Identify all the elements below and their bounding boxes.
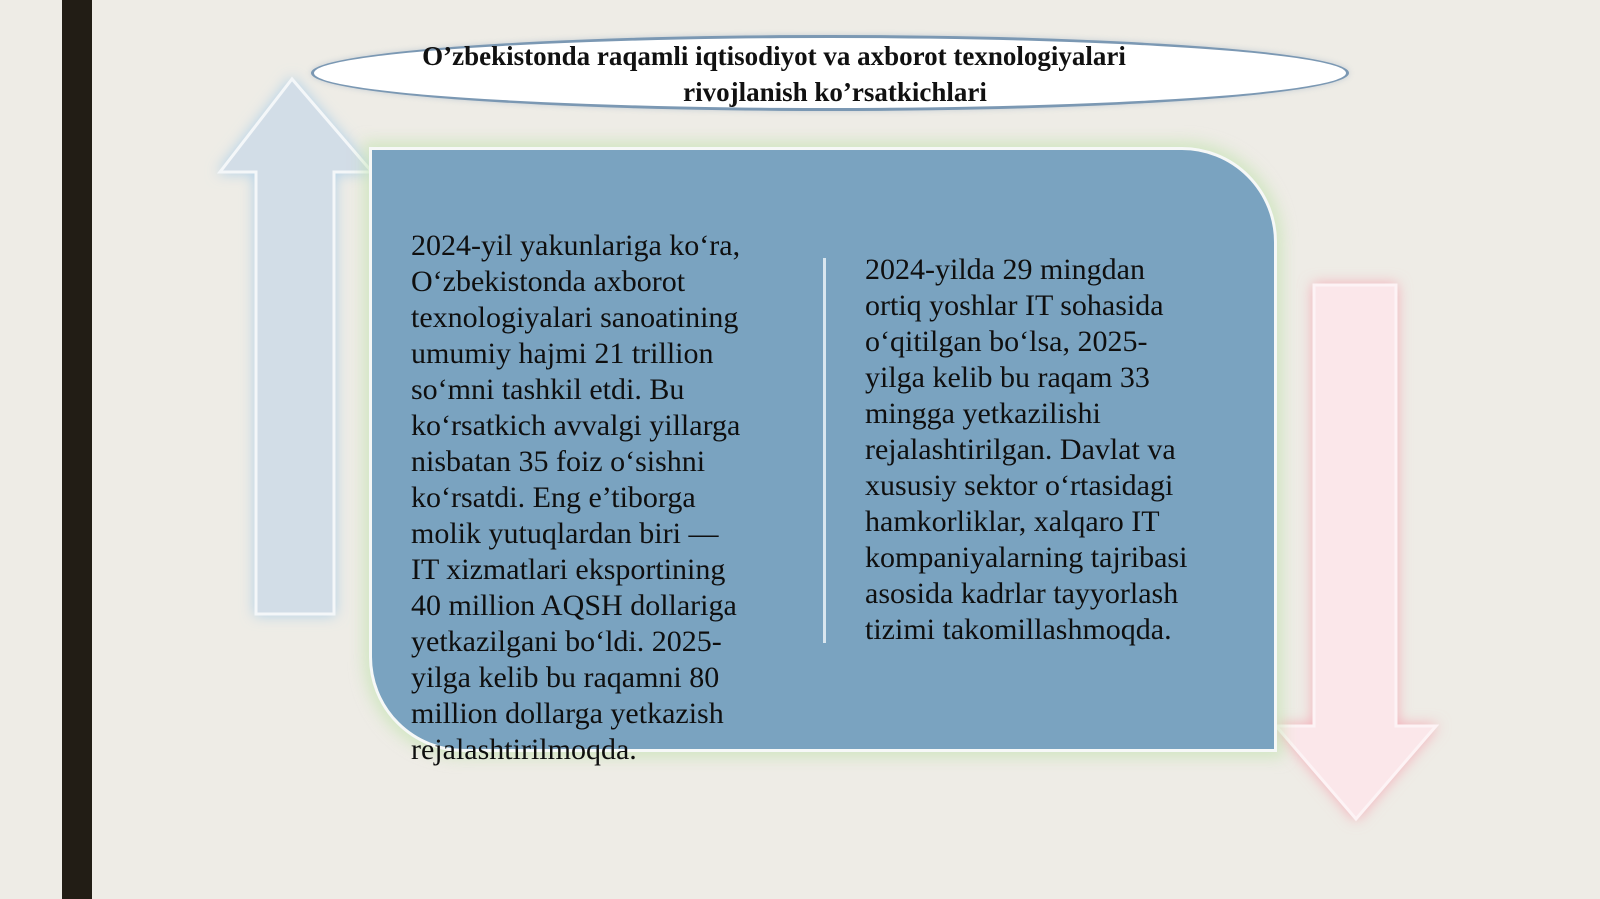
column-divider [823, 258, 826, 643]
slide-title [311, 38, 1349, 110]
title-line-1: O’zbekistonda raqamli iqtisodiyot va axborot texnologiyalari [422, 41, 1126, 71]
left-column-text: 2024-yil yakunlariga koʻra, Oʻzbekistonda axborot texnologiyalari sanoatining umumiy hajmi 21 trillion soʻmni tashkil etdi. Bu koʻrsatkich avvalgi yillarga nisbatan 35 foiz oʻsishni koʻrsatdi. Eng e’tiborga molik yutuqlardan biri — IT xizmatlari eksportining 40 million AQSH dollariga yetkazilgani boʻldi. 2025- yilga kelib bu raqamni 80 million dollarga yetkazish rejalashtirilmoqda. [411, 229, 741, 766]
down-arrow-icon [1276, 285, 1436, 819]
right-column-text: 2024-yilda 29 mingdan ortiq yoshlar IT sohasida oʻqitilgan boʻlsa, 2025- yilga kelib bu raqam 33 mingga yetkazilishi rejalashtirilgan. Davlat va xususiy sektor oʻrtasidagi hamkorliklar, xalqaro IT kompaniyalarning tajribasi asosida kadrlar tayyorlash tizimi takomillashmoqda. [865, 253, 1188, 646]
up-arrow-icon [220, 79, 372, 614]
title-line-2: rivojlanish ko’rsatkichlari [683, 77, 987, 107]
